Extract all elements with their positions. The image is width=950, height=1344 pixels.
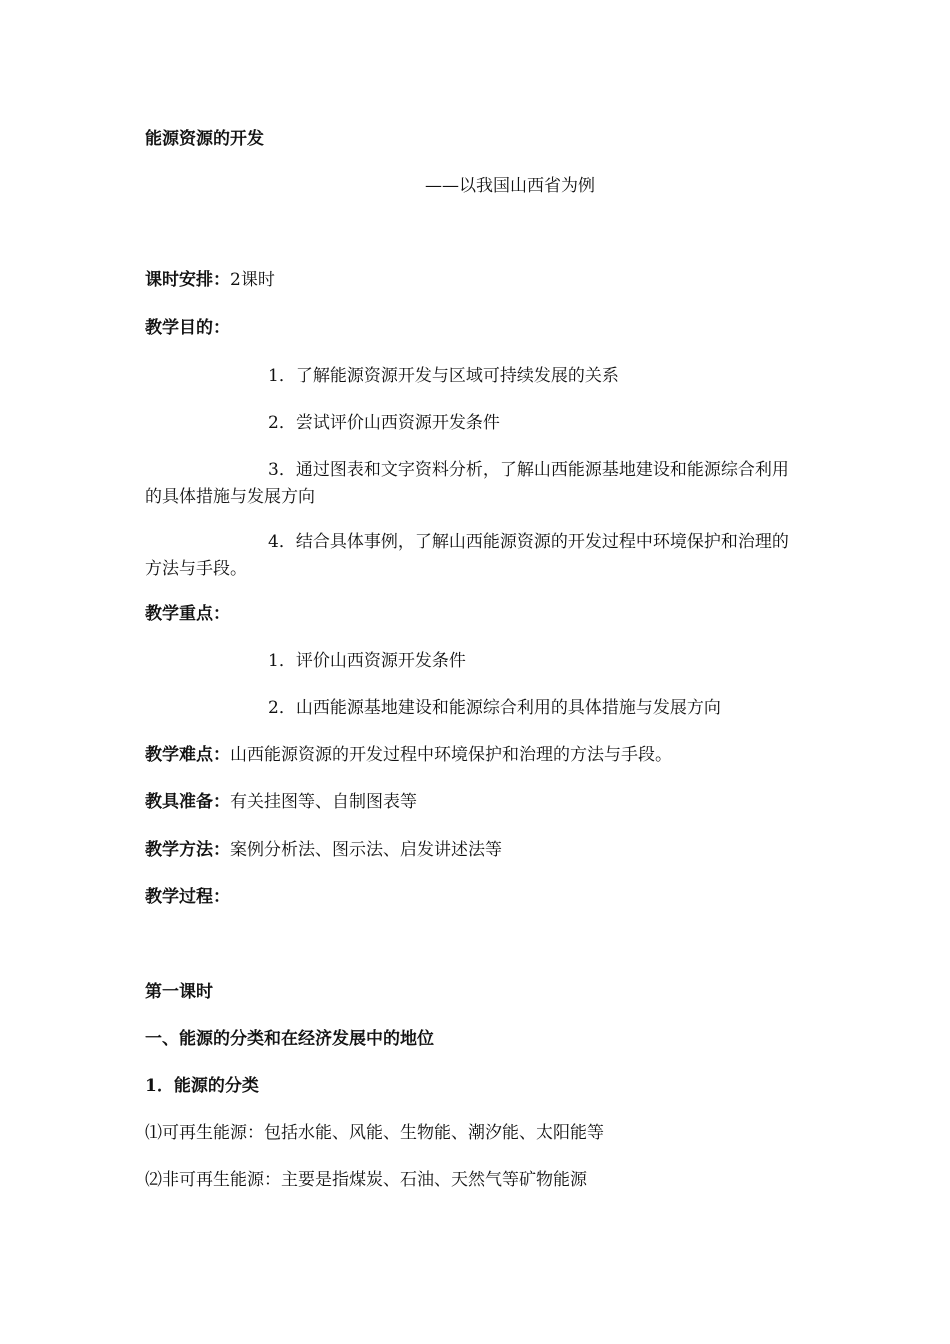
document-title: 能源资源的开发 [145,129,264,149]
key-point-item: 2．山西能源基地建设和能源综合利用的具体措施与发展方向 [268,698,721,718]
energy-type-item: ⑴可再生能源：包括水能、风能、生物能、潮汐能、太阳能等 [145,1123,604,1143]
objective-item: 1．了解能源资源开发与区域可持续发展的关系 [268,366,619,386]
objective-item: 2．尝试评价山西资源开发条件 [268,413,500,433]
key-point-item: 1．评价山西资源开发条件 [268,651,466,671]
schedule-row [145,268,805,292]
schedule-label: 课时安排： [145,270,230,290]
difficulty-row [145,743,805,767]
key-points-label: 教学重点： [145,604,230,624]
lesson-heading: 第一课时 [145,982,213,1002]
objectives-label: 教学目的： [145,318,230,338]
objective-item: 3．通过图表和文字资料分析，了解山西能源基地建设和能源综合利用的具体措施与发展方向 [145,460,789,507]
materials-label: 教具准备： [145,792,230,812]
materials-row [145,790,805,814]
process-label: 教学过程： [145,887,230,907]
methods-row [145,838,805,862]
section-title: 一、能源的分类和在经济发展中的地位 [145,1029,434,1049]
subsection-title: 1．能源的分类 [145,1076,259,1096]
methods-label: 教学方法： [145,840,230,860]
document-subtitle: ——以我国山西省为例 [425,176,595,196]
schedule-value: 2课时 [230,270,275,290]
methods-value: 案例分析法、图示法、启发讲述法等 [230,840,502,860]
difficulty-value: 山西能源资源的开发过程中环境保护和治理的方法与手段。 [230,745,672,765]
objective-item: 4．结合具体事例，了解山西能源资源的开发过程中环境保护和治理的方法与手段。 [145,532,789,579]
materials-value: 有关挂图等、自制图表等 [230,792,417,812]
energy-type-item: ⑵非可再生能源：主要是指煤炭、石油、天然气等矿物能源 [145,1170,587,1190]
difficulty-label: 教学难点： [145,745,230,765]
